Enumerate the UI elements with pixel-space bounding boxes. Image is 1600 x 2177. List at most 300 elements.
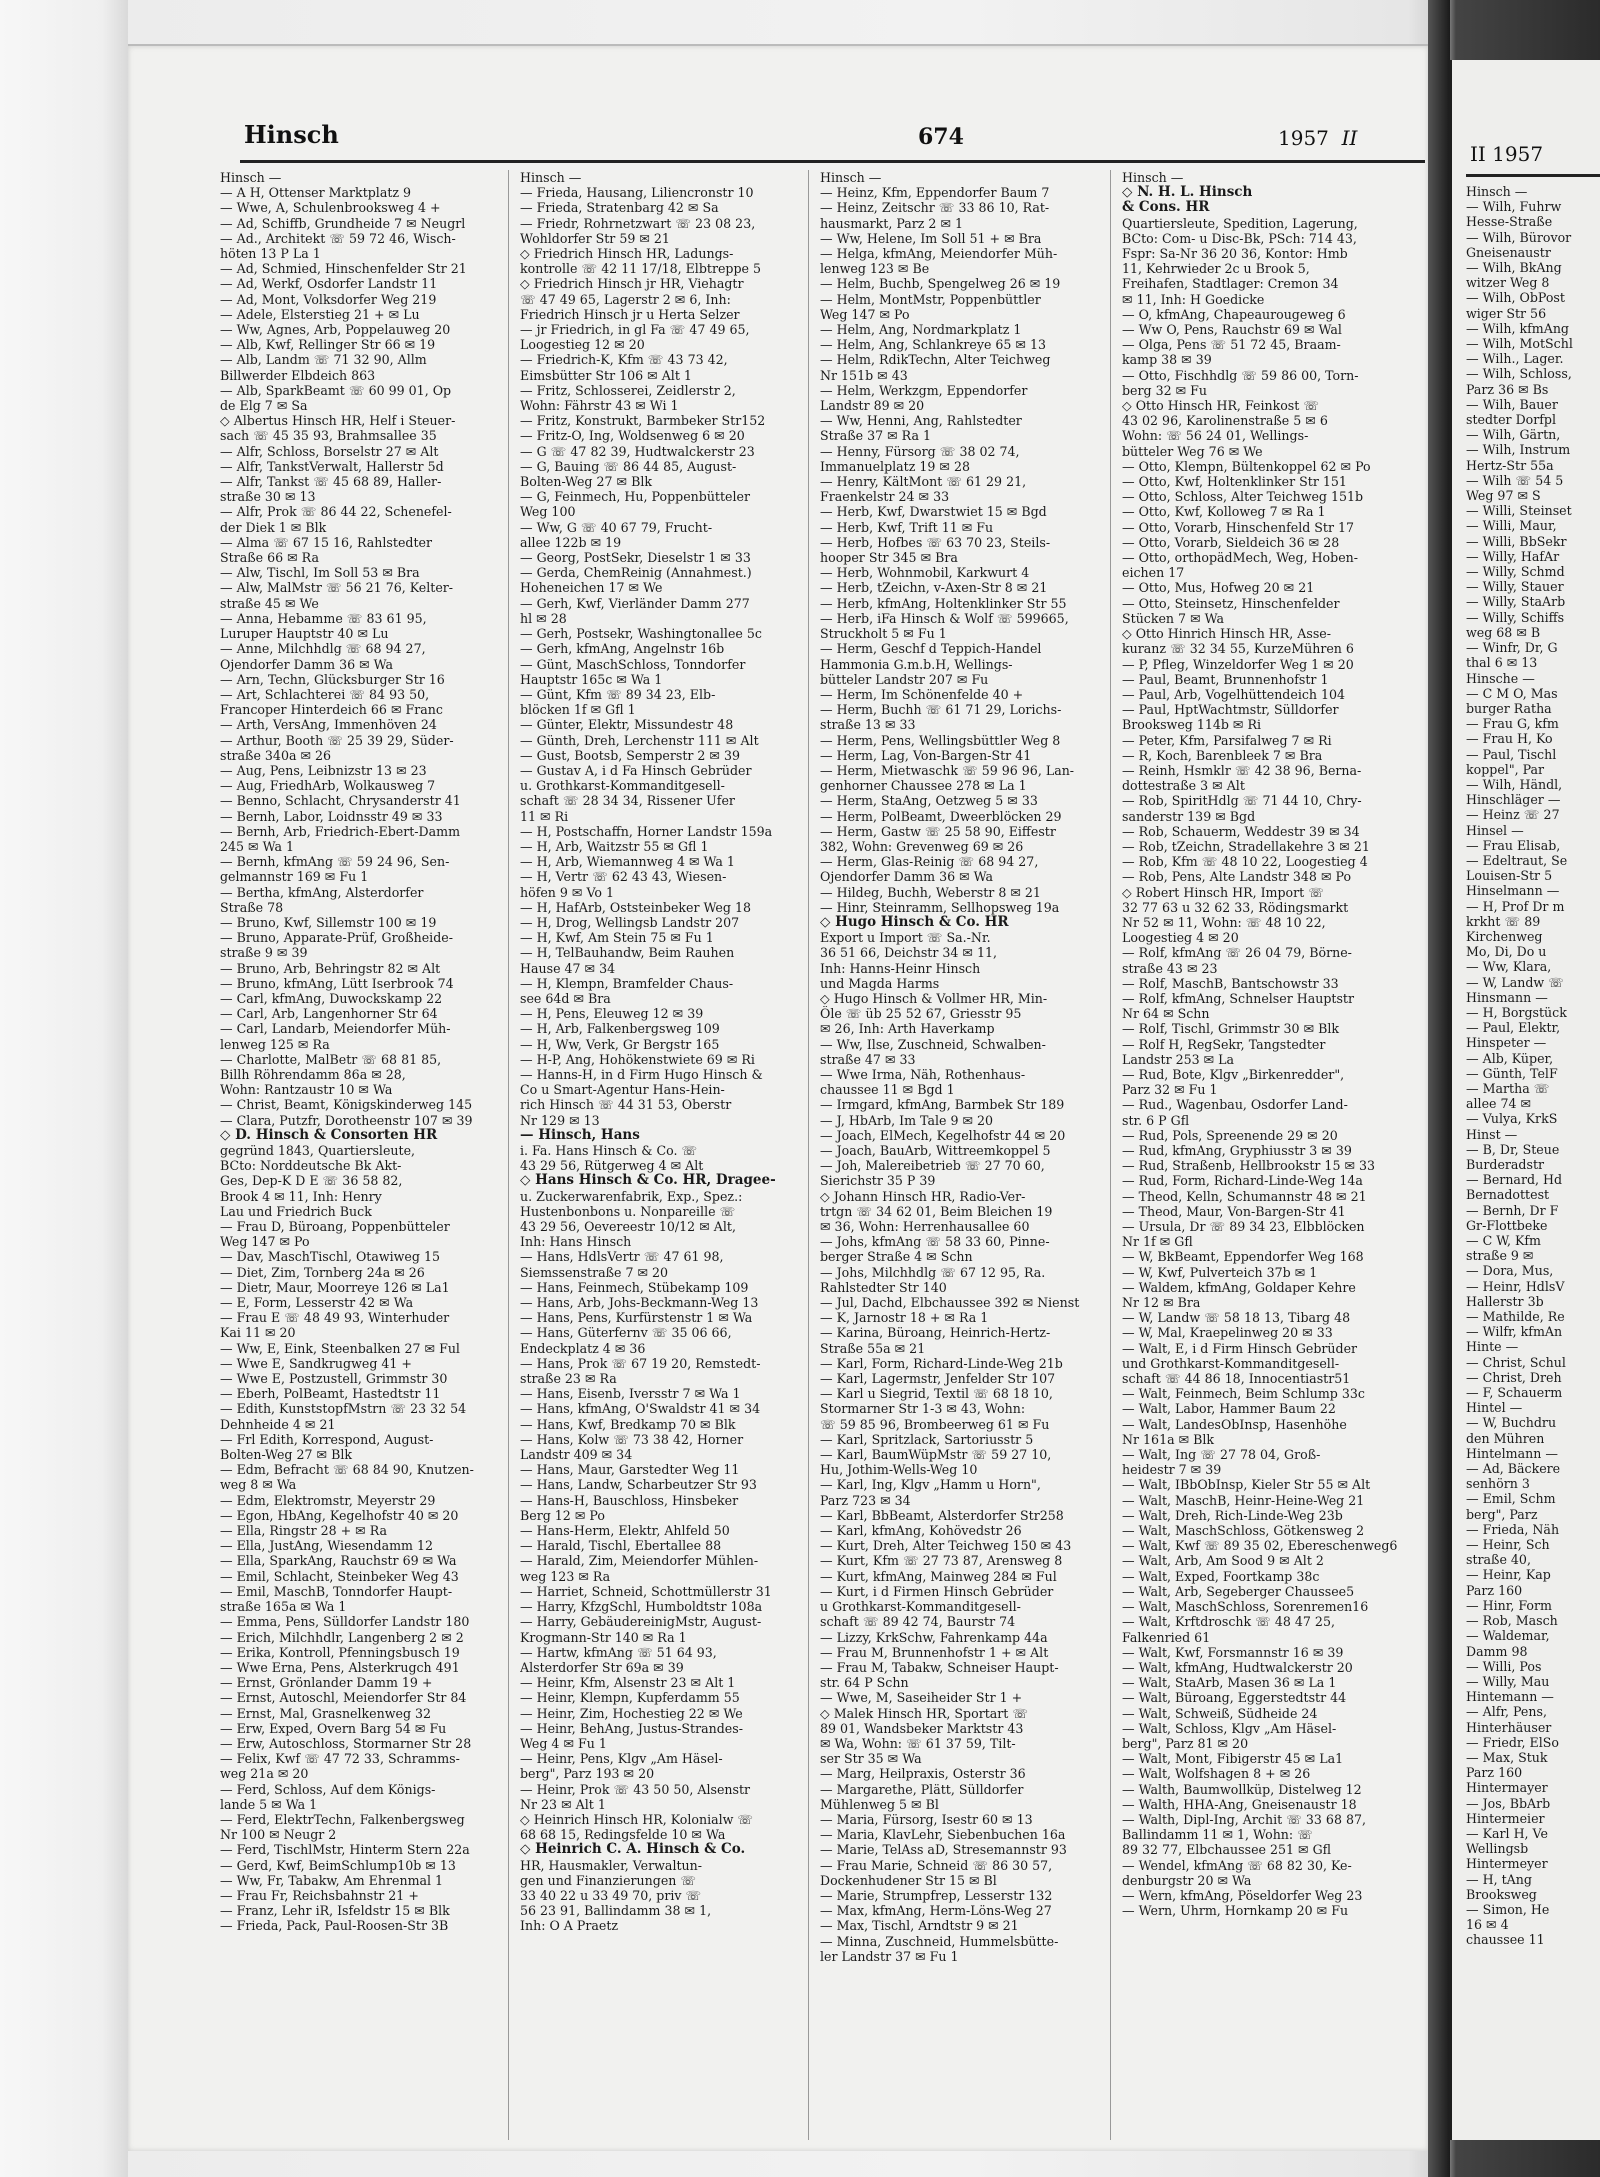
directory-entry-line: — Marie, TelAss aD, Stresemannstr 93 xyxy=(820,1842,1067,1858)
column-4 xyxy=(1122,170,1412,1918)
directory-entry-line: — Willi, Steinset xyxy=(1466,503,1572,519)
directory-entry-line: 32 77 63 u 32 62 33, Rödingsmarkt xyxy=(1122,899,1349,915)
directory-entry-line: — Rob, Pens, Alte Landstr 348 ✉ Po xyxy=(1122,869,1352,885)
directory-entry-line: — Carl, Arb, Langenhorner Str 64 xyxy=(220,1006,438,1022)
directory-entry-line: — H, Vertr ☏ 62 43 43, Wiesen- xyxy=(520,869,727,885)
directory-entry-line: — H, Prof Dr m xyxy=(1466,898,1565,914)
directory-entry-line: — Hans, Landw, Scharbeutzer Str 93 xyxy=(520,1477,757,1493)
directory-entry-line: 43 29 56, Rütgerweg 4 ✉ Alt xyxy=(520,1158,704,1174)
directory-entry-line: — Otto, orthopädMech, Weg, Hoben- xyxy=(1122,550,1359,566)
directory-entry-line: Struckholt 5 ✉ Fu 1 xyxy=(820,626,947,642)
directory-entry-line: ser Str 35 ✉ Wa xyxy=(820,1751,922,1767)
directory-entry-line: — Ursula, Dr ☏ 89 34 23, Elbblöcken xyxy=(1122,1219,1365,1235)
directory-entry-line: höten 13 P La 1 xyxy=(220,246,321,262)
directory-entry-line: — Heinr, Sch xyxy=(1466,1537,1550,1553)
directory-entry-line: Hinsch — xyxy=(220,170,282,185)
directory-entry-line: Hinselmann — xyxy=(1466,883,1560,899)
directory-entry-line: — Ww, Ilse, Zuschneid, Schwalben- xyxy=(820,1036,1046,1052)
directory-entry-line: der Diek 1 ✉ Blk xyxy=(220,519,327,535)
directory-entry-line: Nr 52 ✉ 11, Wohn: ☏ 48 10 22, xyxy=(1122,914,1326,930)
directory-entry-line: — Frieda, Näh xyxy=(1466,1521,1560,1537)
directory-entry-line: hausmarkt, Parz 2 ✉ 1 xyxy=(820,215,964,231)
directory-entry-line: Berg 12 ✉ Po xyxy=(520,1507,605,1523)
directory-entry-line: — Adele, Elsterstieg 21 + ✉ Lu xyxy=(220,306,420,322)
directory-entry-line: — Franz, Lehr iR, Isfeldstr 15 ✉ Blk xyxy=(220,1903,450,1919)
directory-entry-line: allee 122b ✉ 19 xyxy=(520,534,622,550)
directory-entry-line: — Erw, Autoschloss, Stormarner Str 28 xyxy=(220,1735,472,1751)
directory-entry-line: 11 ✉ Ri xyxy=(520,808,569,824)
directory-entry-line: — Karl, BbBeamt, Alsterdorfer Str258 xyxy=(820,1507,1064,1523)
directory-entry-line: kontrolle ☏ 42 11 17/18, Elbtreppe 5 xyxy=(520,261,762,277)
directory-entry-line: — H, Borgstück xyxy=(1466,1004,1567,1020)
directory-entry-line: — Walt, kfmAng, Hudtwalckerstr 20 xyxy=(1122,1659,1353,1675)
directory-entry-line: — Mathilde, Re xyxy=(1466,1309,1565,1325)
directory-entry-line: — Simon, He xyxy=(1466,1901,1550,1917)
directory-entry-line: — H, Klempn, Bramfelder Chaus- xyxy=(520,975,734,991)
directory-entry-line: — Otto, Schloss, Alter Teichweg 151b xyxy=(1122,489,1364,505)
next-page-header: II 1957 xyxy=(1470,142,1544,166)
directory-entry-line: Wohn: Fährstr 43 ✉ Wi 1 xyxy=(520,398,679,414)
directory-entry-line: — Herm, Pens, Wellingsbüttler Weg 8 xyxy=(820,732,1061,748)
directory-entry-line: — Fritz-O, Ing, Woldsenweg 6 ✉ 20 xyxy=(520,428,745,444)
directory-entry-line: — Gerh, kfmAng, Angelnstr 16b xyxy=(520,641,725,657)
directory-entry-line: straße 13 ✉ 33 xyxy=(820,717,916,733)
directory-entry-line: — Carl, kfmAng, Duwockskamp 22 xyxy=(220,990,443,1006)
directory-entry-line: Hintel — xyxy=(1466,1400,1523,1416)
directory-entry-line: — H, TelBauhandw, Beim Rauhen xyxy=(520,945,735,961)
next-page-rule xyxy=(1466,174,1600,177)
directory-entry-line: — Rud, Straßenb, Hellbrookstr 15 ✉ 33 xyxy=(1122,1158,1376,1174)
directory-entry-line: — G, Feinmech, Hu, Poppenbütteler xyxy=(520,489,751,505)
directory-entry-line: — Bernh, Arb, Friedrich-Ebert-Damm xyxy=(220,823,461,839)
directory-entry-line: — Emil, Schm xyxy=(1466,1491,1556,1507)
directory-entry-line: Weg 4 ✉ Fu 1 xyxy=(520,1735,607,1751)
directory-entry-line: — H, Kwf, Am Stein 75 ✉ Fu 1 xyxy=(520,930,714,946)
directory-entry-line: — Frau H, Ko xyxy=(1466,731,1553,747)
directory-entry-line: — C W, Kfm xyxy=(1466,1233,1541,1249)
directory-entry-line: Weg 97 ✉ S xyxy=(1466,488,1541,504)
directory-entry-line: — Max, kfmAng, Herm-Löns-Weg 27 xyxy=(820,1903,1052,1919)
directory-entry-line: — Bernh, kfmAng ☏ 59 24 96, Sen- xyxy=(220,854,450,870)
directory-entry-line: Straße 55a ✉ 21 xyxy=(820,1340,926,1356)
directory-entry-line: straße 43 ✉ 23 xyxy=(1122,960,1218,976)
directory-entry-line: — Lizzy, KrkSchw, Fahrenkamp 44a xyxy=(820,1629,1048,1645)
directory-entry-line: — Hans, Arb, Johs-Beckmann-Weg 13 xyxy=(520,1295,759,1311)
directory-entry-line: ◇ Robert Hinsch HR, Import ☏ xyxy=(1122,884,1324,900)
directory-entry-line: Ojendorfer Damm 36 ✉ Wa xyxy=(220,656,394,672)
directory-entry-line: — Helga, kfmAng, Meiendorfer Müh- xyxy=(820,246,1058,262)
column-2 xyxy=(520,170,796,1934)
directory-entry-line: ✉ 26, Inh: Arth Haverkamp xyxy=(820,1021,995,1037)
directory-entry-line: Inh: Hans Hinsch xyxy=(520,1234,632,1250)
directory-entry-line: — Walt, IBbObInsp, Kieler Str 55 ✉ Alt xyxy=(1122,1477,1371,1493)
column-separator xyxy=(508,170,509,2140)
directory-entry-line: Landstr 89 ✉ 20 xyxy=(820,398,925,414)
directory-entry-line: — Kurt, Dreh, Alter Teichweg 150 ✉ 43 xyxy=(820,1538,1072,1554)
directory-entry-line: gelmannstr 169 ✉ Fu 1 xyxy=(220,869,369,885)
directory-entry-line: Hinst — xyxy=(1466,1126,1518,1142)
directory-entry-line: HR, Hausmakler, Verwaltun- xyxy=(520,1857,703,1873)
directory-entry-line: — Alb, Küper, xyxy=(1466,1050,1554,1066)
directory-entry-line: 43 29 56, Oevereestr 10/12 ✉ Alt, xyxy=(520,1219,736,1235)
directory-entry-line: — Carl, Landarb, Meiendorfer Müh- xyxy=(220,1021,451,1037)
directory-entry-line: — Friedr, Rohrnetzwart ☏ 23 08 23, xyxy=(520,215,756,231)
directory-entry-line: — Frieda, Stratenbarg 42 ✉ Sa xyxy=(520,200,719,216)
directory-entry-line: Dockenhudener Str 15 ✉ Bl xyxy=(820,1872,997,1888)
directory-entry-line: — Walth, Dipl-Ing, Archit ☏ 33 68 87, xyxy=(1122,1811,1366,1827)
directory-entry-line: — Marg, Heilpraxis, Osterstr 36 xyxy=(820,1766,1026,1782)
directory-entry-line: — P, Pfleg, Winzeldorfer Weg 1 ✉ 20 xyxy=(1122,656,1354,672)
directory-entry-line: — Ella, Ringstr 28 + ✉ Ra xyxy=(220,1523,388,1539)
directory-entry-line: Mühlenweg 5 ✉ Bl xyxy=(820,1796,939,1812)
directory-entry-line: u. Grothkarst-Kommanditgesell- xyxy=(520,778,725,794)
directory-entry-line: — Herm, Buchh ☏ 61 71 29, Lorichs- xyxy=(820,702,1062,718)
directory-entry-line: — Karl, Lagermstr, Jenfelder Str 107 xyxy=(820,1371,1056,1387)
directory-entry-line: ☏ 47 49 65, Lagerstr 2 ✉ 6, Inh: xyxy=(520,291,731,307)
directory-entry-line: — Christ, Schul xyxy=(1466,1354,1566,1370)
directory-entry-line: — Ella, JustAng, Wiesendamm 12 xyxy=(220,1538,434,1554)
directory-entry-line: kuranz ☏ 32 34 55, KurzeMühren 6 xyxy=(1122,641,1354,657)
directory-entry-line: berg 32 ✉ Fu xyxy=(1122,382,1208,398)
directory-entry-line: — Erw, Exped, Overn Barg 54 ✉ Fu xyxy=(220,1720,447,1736)
directory-entry-line: — Gust, Bootsb, Semperstr 2 ✉ 39 xyxy=(520,747,741,763)
directory-entry-line: — Alfr, Pens, xyxy=(1466,1704,1547,1720)
directory-entry-line: Krogmann-Str 140 ✉ Ra 1 xyxy=(520,1629,687,1645)
directory-entry-line: berger Straße 4 ✉ Schn xyxy=(820,1249,973,1265)
directory-entry-line: — Alfr, Tankst ☏ 45 68 89, Haller- xyxy=(220,474,442,490)
directory-entry-line: — Erika, Kontroll, Pfenningsbusch 19 xyxy=(220,1644,460,1660)
directory-entry-line: — Wilh, Bürovor xyxy=(1466,229,1572,245)
directory-entry-line: — Joach, ElMech, Kegelhofstr 44 ✉ 20 xyxy=(820,1127,1066,1143)
directory-entry-line: ◇ Heinrich Hinsch HR, Kolonialw ☏ xyxy=(520,1811,754,1827)
directory-entry-line: — Karl, BaumWüpMstr ☏ 59 27 10, xyxy=(820,1447,1052,1463)
directory-entry-line: — Bruno, Apparate-Prüf, Großheide- xyxy=(220,930,453,946)
directory-entry-line: — Maria, Fürsorg, Isestr 60 ✉ 13 xyxy=(820,1811,1033,1827)
directory-entry-line: — Gerh, Kwf, Vierländer Damm 277 xyxy=(520,595,750,611)
directory-entry-line: gegründ 1843, Quartiersleute, xyxy=(220,1143,416,1158)
left-margin xyxy=(0,0,128,2177)
directory-entry-line: straße 9 ✉ xyxy=(1466,1248,1534,1264)
directory-entry-line: — Walt, StaArb, Masen 36 ✉ La 1 xyxy=(1122,1675,1337,1691)
directory-entry-line: Siemssenstraße 7 ✉ 20 xyxy=(520,1264,669,1280)
directory-entry-line: — Kurt, kfmAng, Mainweg 284 ✉ Ful xyxy=(820,1568,1057,1584)
directory-entry-line: — Wilh, Händl, xyxy=(1466,776,1563,792)
directory-entry-line: hl ✉ 28 xyxy=(520,610,567,626)
directory-entry-line: — Wilh, kfmAng xyxy=(1466,320,1569,336)
directory-entry-line: ◇ Otto Hinrich Hinsch HR, Asse- xyxy=(1122,626,1332,642)
directory-entry-line: Mo, Di, Do u xyxy=(1466,944,1547,960)
directory-entry-line: Bolten-Weg 27 ✉ Blk xyxy=(220,1447,352,1463)
directory-entry-line: — Walt, Schloss, Klgv „Am Häsel- xyxy=(1122,1720,1337,1736)
directory-entry-line: — Herb, iFa Hinsch & Wolf ☏ 599665, xyxy=(820,610,1069,626)
directory-entry-line: — Walt, LandesObInsp, Hasenhöhe xyxy=(1122,1416,1347,1432)
directory-entry-line: — Karl, Ing, Klgv „Hamm u Horn", xyxy=(820,1477,1041,1493)
directory-entry-line: — Walt, Mont, Fibigerstr 45 ✉ La1 xyxy=(1122,1751,1344,1767)
directory-entry-line: Damm 98 xyxy=(1466,1643,1528,1659)
directory-entry-line: ✉ 11, Inh: H Goedicke xyxy=(1122,291,1265,307)
directory-entry-line: weg 8 ✉ Wa xyxy=(220,1477,297,1493)
directory-entry-line: — Rud, Pols, Spreenende 29 ✉ 20 xyxy=(1122,1127,1338,1143)
directory-entry-line: 33 40 22 u 33 49 70, priv ☏ xyxy=(520,1887,702,1903)
directory-entry-line: ◇ Heinrich C. A. Hinsch & Co. xyxy=(520,1842,746,1858)
directory-entry-line: — Theod, Kelln, Schumannstr 48 ✉ 21 xyxy=(1122,1188,1367,1204)
directory-entry-line: Ges, Dep-K D E ☏ 36 58 82, xyxy=(220,1173,403,1189)
directory-entry-line: Hinsel — xyxy=(1466,822,1524,838)
directory-entry-line: — Ad, Schiffb, Grundheide 7 ✉ Neugrl xyxy=(220,215,466,231)
directory-entry-line: — H, Arb, Falkenbergsweg 109 xyxy=(520,1021,720,1037)
directory-entry-line: — Paul, Elektr, xyxy=(1466,1020,1561,1036)
directory-entry-line: Hintelmann — xyxy=(1466,1445,1558,1461)
directory-entry-line: weg 68 ✉ B xyxy=(1466,624,1541,640)
page-header-year xyxy=(1278,126,1357,150)
directory-entry-line: — Karl H, Ve xyxy=(1466,1825,1548,1841)
directory-entry-line: — Charlotte, MalBetr ☏ 68 81 85, xyxy=(220,1051,442,1067)
directory-entry-line: — Rob, tZeichn, Stradellakehre 3 ✉ 21 xyxy=(1122,838,1370,854)
directory-page xyxy=(128,44,1428,2151)
directory-entry-line: Francoper Hinterdeich 66 ✉ Franc xyxy=(220,702,443,718)
directory-entry-line: — Willy, Schmd xyxy=(1466,564,1565,580)
directory-entry-line: schaft ☏ 89 42 74, Baurstr 74 xyxy=(820,1614,1016,1630)
directory-entry-line: — Wilh, Schloss, xyxy=(1466,366,1572,382)
directory-entry-line: — Herm, Mietwaschk ☏ 59 96 96, Lan- xyxy=(820,762,1075,778)
directory-entry-line: — B, Dr, Steue xyxy=(1466,1141,1560,1157)
directory-entry-line: — Kurt, Kfm ☏ 27 73 87, Arensweg 8 xyxy=(820,1553,1063,1569)
directory-entry-line: Hintermeyer xyxy=(1466,1856,1548,1872)
directory-entry-line: bütteler Weg 76 ✉ We xyxy=(1122,443,1263,459)
directory-entry-line: — Walt, Büroang, Eggerstedtstr 44 xyxy=(1122,1690,1347,1706)
year-label: 1957 xyxy=(1278,126,1329,150)
directory-entry-line: — Dav, MaschTischl, Otawiweg 15 xyxy=(220,1249,440,1265)
directory-entry-line: Nr 64 ✉ Schn xyxy=(1122,1006,1210,1022)
directory-entry-line: — Wern, kfmAng, Pöseldorfer Weg 23 xyxy=(1122,1887,1363,1903)
directory-entry-line: straße 45 ✉ We xyxy=(220,595,319,611)
directory-entry-line: Nr 1f ✉ Gfl xyxy=(1122,1234,1193,1250)
directory-entry-line: Stormarner Str 1-3 ✉ 43, Wohn: xyxy=(820,1401,1026,1417)
directory-entry-line: — Otto, Kwf, Kolloweg 7 ✉ Ra 1 xyxy=(1122,504,1326,520)
directory-entry-line: Landstr 253 ✉ La xyxy=(1122,1051,1235,1067)
directory-entry-line: — W, Kwf, Pulverteich 37b ✉ 1 xyxy=(1122,1264,1318,1280)
directory-entry-line: — Walth, Baumwollküp, Distelweg 12 xyxy=(1122,1781,1362,1797)
directory-entry-line: — Olga, Pens ☏ 51 72 45, Braam- xyxy=(1122,337,1341,353)
directory-entry-line: — Helm, Ang, Nordmarkplatz 1 xyxy=(820,322,1022,338)
directory-entry-line: lande 5 ✉ Wa 1 xyxy=(220,1796,318,1812)
directory-entry-line: chaussee 11 ✉ Bgd 1 xyxy=(820,1082,955,1098)
directory-entry-line: — Walt, Dreh, Rich-Linde-Weg 23b xyxy=(1122,1507,1343,1523)
directory-entry-line: trtgn ☏ 34 62 01, Beim Bleichen 19 xyxy=(820,1203,1053,1219)
directory-entry-line: Wohn: Rantzaustr 10 ✉ Wa xyxy=(220,1082,393,1098)
directory-entry-line: allee 74 ✉ xyxy=(1466,1096,1532,1112)
directory-entry-line: Hertz-Str 55a xyxy=(1466,457,1554,473)
directory-entry-line: ◇ Friedrich Hinsch jr HR, Viehagtr xyxy=(520,276,744,292)
directory-entry-line: berg", Parz xyxy=(1466,1506,1538,1522)
directory-entry-line: — Fritz, Konstrukt, Barmbeker Str152 xyxy=(520,413,766,429)
directory-entry-line: — Herm, Lag, Von-Bargen-Str 41 xyxy=(820,747,1032,763)
directory-entry-line: — Alfr, Prok ☏ 86 44 22, Schenefel- xyxy=(220,504,452,520)
directory-entry-line: Loogestieg 12 ✉ 20 xyxy=(520,337,645,353)
directory-entry-line: blöcken 1f ✉ Gfl 1 xyxy=(520,702,636,718)
directory-entry-line: — Karl u Siegrid, Textil ☏ 68 18 10, xyxy=(820,1386,1053,1402)
directory-entry-line: Fspr: Sa-Nr 36 20 36, Kontor: Hmb xyxy=(1122,246,1348,262)
directory-entry-line: — Frieda, Hausang, Liliencronstr 10 xyxy=(520,185,754,201)
directory-entry-line: Straße 78 xyxy=(220,899,284,915)
directory-entry-line: — O, kfmAng, Chapeaurougeweg 6 xyxy=(1122,306,1346,322)
column-1 xyxy=(220,170,496,1934)
directory-entry-line: Inh: O A Praetz xyxy=(520,1918,619,1934)
directory-entry-line: — Gerd, Kwf, BeimSchlump10b ✉ 13 xyxy=(220,1857,456,1873)
column-separator xyxy=(1110,170,1111,2140)
directory-entry-line: bütteler Landstr 207 ✉ Fu xyxy=(820,671,989,687)
directory-entry-line: Hinsche — xyxy=(1466,670,1535,686)
directory-entry-line: Parz 160 xyxy=(1466,1582,1523,1598)
directory-entry-line: stedter Dorfpl xyxy=(1466,412,1557,428)
directory-entry-line: Burderadstr xyxy=(1466,1157,1545,1172)
directory-entry-line: — Max, Tischl, Arndtstr 9 ✉ 21 xyxy=(820,1918,1019,1934)
directory-entry-line: — Theod, Maur, Von-Bargen-Str 41 xyxy=(1122,1203,1346,1219)
directory-entry-line: gen und Finanzierungen ☏ xyxy=(520,1872,697,1888)
directory-entry-line: Hauptstr 165c ✉ Wa 1 xyxy=(520,671,663,687)
directory-entry-line: — Rud, kfmAng, Gryphiusstr 3 ✉ 39 xyxy=(1122,1143,1352,1158)
directory-entry-line: — Joach, BauArb, Wittreemkoppel 5 xyxy=(820,1143,1051,1158)
directory-entry-line: — Walt, E, i d Firm Hinsch Gebrüder xyxy=(1122,1340,1358,1356)
directory-entry-line: — jr Friedrich, in gl Fa ☏ 47 49 65, xyxy=(520,322,750,338)
directory-entry-line: chaussee 11 xyxy=(1466,1932,1545,1948)
directory-entry-line: — Frau Fr, Reichsbahnstr 21 + xyxy=(220,1887,419,1903)
directory-entry-line: — Heinr, BehAng, Justus-Strandes- xyxy=(520,1720,743,1736)
directory-entry-line: Immanuelplatz 19 ✉ 28 xyxy=(820,458,970,474)
directory-entry-line: — Alb, Kwf, Rellinger Str 66 ✉ 19 xyxy=(220,337,436,353)
directory-entry-line: — H, Postschaffn, Horner Landstr 159a xyxy=(520,823,773,839)
directory-entry-line: — Clara, Putzfr, Dorotheenstr 107 ✉ 39 xyxy=(220,1112,473,1128)
directory-entry-line: hooper Str 345 ✉ Bra xyxy=(820,550,958,566)
directory-entry-line: — Vulya, KrkS xyxy=(1466,1111,1558,1127)
directory-entry-line: Nr 151b ✉ 43 xyxy=(820,367,908,383)
directory-entry-line: 89 01, Wandsbeker Marktstr 43 xyxy=(820,1720,1024,1736)
directory-entry-line: — Karl, Spritzlack, Sartoriusstr 5 xyxy=(820,1431,1034,1447)
directory-entry-line: und Grothkarst-Kommanditgesell- xyxy=(1122,1355,1340,1371)
directory-entry-line: ✉ 36, Wohn: Herrenhausallee 60 xyxy=(820,1219,1030,1235)
directory-entry-line: — Ww O, Pens, Rauchstr 69 ✉ Wal xyxy=(1122,322,1342,338)
directory-entry-line: — Otto, Kwf, Holtenklinker Str 151 xyxy=(1122,474,1347,490)
directory-entry-line: ◇ Albertus Hinsch HR, Helf i Steuer- xyxy=(220,413,456,429)
directory-entry-line: — Heinr, Prok ☏ 43 50 50, Alsenstr xyxy=(520,1781,751,1797)
directory-entry-line: — Heinr, Zim, Hochestieg 22 ✉ We xyxy=(520,1705,743,1721)
directory-entry-line: — R, Koch, Barenbleek 7 ✉ Bra xyxy=(1122,747,1323,763)
directory-entry-line: ✉ Wa, Wohn: ☏ 61 37 59, Tilt- xyxy=(820,1735,1016,1751)
directory-entry-line: straße 47 ✉ 33 xyxy=(820,1051,916,1067)
directory-entry-line: — Otto, Fischhdlg ☏ 59 86 00, Torn- xyxy=(1122,367,1359,383)
directory-entry-line: Weg 100 xyxy=(520,504,576,520)
directory-entry-line: — Ad, Werkf, Osdorfer Landstr 11 xyxy=(220,276,438,292)
book-gutter xyxy=(1428,0,1450,2177)
directory-entry-line: — Wilfr, kfmAn xyxy=(1466,1324,1563,1340)
directory-entry-line: ◇ Hugo Hinsch & Vollmer HR, Min- xyxy=(820,990,1048,1006)
directory-entry-line: Co u Smart-Agentur Hans-Hein- xyxy=(520,1082,725,1098)
directory-entry-line: Hallerstr 3b xyxy=(1466,1293,1544,1309)
directory-entry-line: — Paul, HptWachtmstr, Sülldorfer xyxy=(1122,702,1339,718)
directory-entry-line: Eimsbütter Str 106 ✉ Alt 1 xyxy=(520,367,692,383)
directory-entry-line: — Walt, MaschSchloss, Sorenremen16 xyxy=(1122,1599,1369,1615)
directory-entry-line: thal 6 ✉ 13 xyxy=(1466,655,1538,671)
directory-entry-line: rich Hinsch ☏ 44 31 53, Oberstr xyxy=(520,1097,732,1113)
directory-entry-line: Nr 161a ✉ Blk xyxy=(1122,1431,1215,1447)
directory-entry-line: Straße 66 ✉ Ra xyxy=(220,550,319,566)
directory-entry-line: — Hans, HdlsVertr ☏ 47 61 98, xyxy=(520,1249,724,1265)
directory-entry-line: genhorner Chaussee 278 ✉ La 1 xyxy=(820,778,1027,794)
directory-entry-line: — Wilh, ObPost xyxy=(1466,290,1565,306)
directory-entry-line: — Aug, Pens, Leibnizstr 13 ✉ 23 xyxy=(220,762,427,778)
directory-entry-line: — Rolf, kfmAng ☏ 26 04 79, Börne- xyxy=(1122,945,1352,961)
directory-entry-line: — Ernst, Autoschl, Meiendorfer Str 84 xyxy=(220,1690,467,1706)
directory-entry-line: — J, HbArb, Im Tale 9 ✉ 20 xyxy=(820,1112,994,1128)
directory-entry-line: — Rolf, kfmAng, Schnelser Hauptstr xyxy=(1122,990,1355,1006)
directory-entry-line: — Martha ☏ xyxy=(1466,1080,1550,1096)
directory-entry-line: — Henry, KältMont ☏ 61 29 21, xyxy=(820,474,1027,490)
directory-entry-line: Ballindamm 11 ✉ 1, Wohn: ☏ xyxy=(1122,1827,1313,1843)
directory-entry-line: — Walt, Wolfshagen 8 + ✉ 26 xyxy=(1122,1766,1311,1782)
directory-entry-line: — Walt, MaschB, Heinr-Heine-Weg 21 xyxy=(1122,1492,1365,1508)
directory-entry-line: Luruper Hauptstr 40 ✉ Lu xyxy=(220,626,389,642)
directory-entry-line: Wellingsb xyxy=(1466,1841,1529,1857)
directory-entry-line: — Edith, KunststopfMstrn ☏ 23 32 54 xyxy=(220,1401,467,1417)
directory-entry-line: — Art, Schlachterei ☏ 84 93 50, xyxy=(220,686,430,702)
directory-entry-line: — Ernst, Grönlander Damm 19 + xyxy=(220,1675,433,1691)
directory-entry-line: — Ferd, Schloss, Auf dem Königs- xyxy=(220,1781,436,1797)
directory-entry-line: — Edeltraut, Se xyxy=(1466,852,1568,868)
directory-entry-line: Hinsch — xyxy=(1466,184,1528,199)
directory-entry-line: lenweg 125 ✉ Ra xyxy=(220,1036,330,1052)
directory-entry-line: — Herm, PolBeamt, Dweerblöcken 29 xyxy=(820,808,1062,824)
directory-entry-line: — Wilh, BkAng xyxy=(1466,260,1562,276)
directory-entry-line: — Peter, Kfm, Parsifalweg 7 ✉ Ri xyxy=(1122,732,1332,748)
directory-entry-line: — Walt, MaschSchloss, Götkensweg 2 xyxy=(1122,1523,1365,1539)
directory-entry-line: — Edm, Befracht ☏ 68 84 90, Knutzen- xyxy=(220,1462,474,1478)
directory-entry-line: Parz 160 xyxy=(1466,1765,1523,1781)
directory-entry-line: — W, Buchdru xyxy=(1466,1415,1557,1431)
directory-entry-line: — Maria, KlavLehr, Siebenbuchen 16a xyxy=(820,1827,1066,1843)
directory-entry-line: — Helm, Werkzgm, Eppendorfer xyxy=(820,382,1028,398)
directory-entry-line: ◇ Johann Hinsch HR, Radio-Ver- xyxy=(820,1188,1026,1204)
directory-entry-line: str. 6 P Gfl xyxy=(1122,1112,1190,1128)
directory-entry-line: — Harald, Zim, Meiendorfer Mühlen- xyxy=(520,1553,759,1569)
directory-entry-line: Hustenbonbons u. Nonpareille ☏ xyxy=(520,1203,736,1219)
directory-entry-line: ◇ Hugo Hinsch & Co. HR xyxy=(820,914,1009,930)
directory-entry-line: Hintermeier xyxy=(1466,1810,1545,1826)
directory-entry-line: Kai 11 ✉ 20 xyxy=(220,1325,296,1341)
directory-entry-line: schaft ☏ 28 34 34, Rissener Ufer xyxy=(520,793,735,809)
directory-entry-line: straße 23 ✉ Ra xyxy=(520,1371,617,1387)
directory-entry-line: senhörn 3 xyxy=(1466,1476,1530,1492)
directory-entry-line: — Günt, MaschSchloss, Tonndorfer xyxy=(520,656,746,672)
directory-entry-line: — Rud, Form, Richard-Linde-Weg 14a xyxy=(1122,1173,1363,1189)
directory-entry-line: Hinsmann — xyxy=(1466,989,1548,1005)
directory-entry-line: Brooksweg xyxy=(1466,1886,1537,1902)
directory-entry-line: straße 30 ✉ 13 xyxy=(220,489,316,505)
directory-entry-line: Friedrich Hinsch jr u Herta Selzer xyxy=(520,306,740,322)
directory-entry-line: — W, Landw ☏ xyxy=(1466,974,1564,990)
directory-entry-line: — Wwe, M, Saseiheider Str 1 + xyxy=(820,1690,1023,1706)
directory-entry-line: — K, Jarnostr 18 + ✉ Ra 1 xyxy=(820,1310,989,1326)
directory-entry-line: — Heinz ☏ 27 xyxy=(1466,807,1560,823)
directory-entry-line: Fraenkelstr 24 ✉ 33 xyxy=(820,489,950,505)
directory-entry-line: — Gerh, Postsekr, Washingtonallee 5c xyxy=(520,626,762,642)
directory-entry-line: krkht ☏ 89 xyxy=(1466,913,1541,929)
directory-entry-line: Hesse-Straße xyxy=(1466,214,1553,230)
directory-entry-line: — Walth, HHA-Ang, Gneisenaustr 18 xyxy=(1122,1796,1357,1812)
directory-entry-line: — Emma, Pens, Sülldorfer Landstr 180 xyxy=(220,1614,470,1630)
directory-entry-line: — Alw, Tischl, Im Soll 53 ✉ Bra xyxy=(220,565,420,581)
directory-entry-line: — Friedrich-K, Kfm ☏ 43 73 42, xyxy=(520,352,728,368)
volume-label: II xyxy=(1341,126,1358,150)
